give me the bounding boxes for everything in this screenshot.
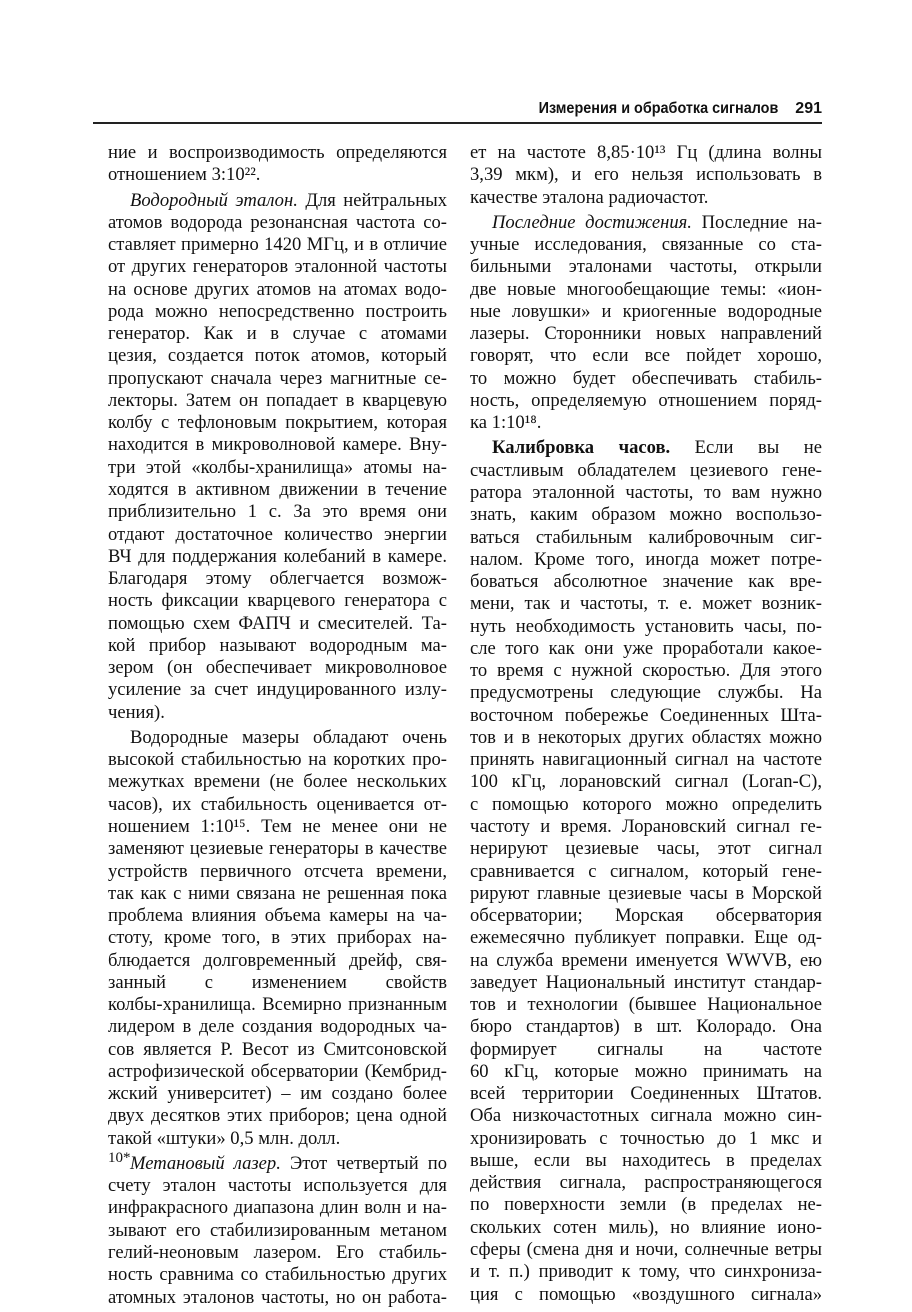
text-line: усиление за счет индуцированного излу- [108, 679, 447, 701]
text-line: колбу с тефлоновым покрытием, которая [108, 412, 447, 434]
text-line: генератор. Как и в случае с атомами [108, 323, 447, 345]
text-line: скольких сотен миль), но влияние ионо- [470, 1216, 822, 1238]
text-line: заведует Национальный институт стандар- [470, 971, 822, 993]
text-line: восточном побережье Соединенных Шта- [470, 704, 822, 726]
text-line: ность сравнима со стабильностью других [108, 1264, 447, 1286]
text-line-rest: Последние на- [691, 211, 822, 233]
text-line: ность фиксации кварцевого генератора с [108, 590, 447, 612]
text-line: по поверхности земли (в пределах не- [470, 1194, 822, 1216]
text-line: предусмотрены следующие службы. На [470, 682, 822, 704]
paragraph [108, 142, 447, 187]
text-line: тов и в некоторых других областях можно [470, 726, 822, 748]
text-line: лидером в деле создания водородных ча- [108, 1016, 447, 1038]
text-line: 3,39 мкм), и его нельзя использовать в [470, 164, 822, 186]
text-line: такой «штуки» 0,5 млн. долл. [108, 1127, 341, 1149]
text-line: принять навигационный сигнал на частоте [470, 749, 822, 771]
text-line: астрофизической обсерватории (Кембрид- [108, 1060, 447, 1082]
text-line-rest: Этот четвертый по [280, 1152, 447, 1174]
text-line: зером (он обеспечивает микроволновое [108, 657, 447, 679]
text-line: ет на частоте 8,85·10¹³ Гц (длина волны [470, 142, 822, 163]
text-line: занный с изменением свойств [108, 971, 447, 993]
text-line: две новые многообещающие темы: «ион- [470, 278, 822, 300]
text-line: 60 кГц, которые можно принимать на [470, 1060, 822, 1082]
text-line: ные ловушки» и криогенные водородные [470, 300, 822, 322]
text-line: выше, если вы находитесь в пределах [470, 1149, 822, 1171]
text-line: то время с нужной скоростью. Для этого [470, 660, 822, 682]
text-line: высокой стабильностью на коротких про- [108, 749, 447, 771]
text-line: атомов водорода резонансная частота со- [108, 211, 447, 233]
text-line: ежемесячно публикует поправки. Еще од- [470, 927, 822, 949]
text-line: боваться абсолютное значение как вре- [470, 571, 822, 593]
text-line: на служба времени именуется WWVB, ею [470, 949, 822, 971]
text-line: мени, так и частоты, т. е. может возник- [470, 593, 822, 615]
text-line: ция с помощью «воздушного сигнала» [470, 1283, 822, 1305]
text-line: ставляет примерно 1420 МГц, и в отличие [108, 234, 447, 256]
paragraph [470, 212, 822, 435]
text-line [108, 1153, 447, 1175]
text-line: хронизировать с точностью до 1 мкс и [470, 1127, 822, 1149]
text-line: колбы-хранилища. Всемирно признанным [108, 994, 447, 1016]
text-line: ходятся в активном движении в течение [108, 478, 447, 500]
text-line [470, 212, 822, 234]
text-line: ваться стабильным калибровочным сиг- [470, 526, 822, 548]
text-line [470, 437, 822, 459]
text-line: ка 1:10¹⁸. [470, 412, 542, 434]
paragraph-lead-heading: Калибровка часов. [492, 437, 671, 459]
text-line: налом. Кроме того, иногда может потре- [470, 548, 822, 570]
text-line-rest: Если вы не [694, 437, 822, 459]
text-line: то можно будет обеспечивать стабиль- [470, 367, 822, 389]
text-line: рода можно непосредственно построить [108, 300, 447, 322]
text-line: двух десятков этих приборов; цена одной [108, 1105, 447, 1127]
text-line-rest: Для нейтральных [297, 189, 447, 211]
text-line: Водородные мазеры обладают очень [130, 726, 447, 748]
text-line: знать, каким образом можно воспользо- [470, 504, 822, 526]
text-line: бюро стандартов) в шт. Колорадо. Она [470, 1016, 822, 1038]
text-line: говорят, что если все пойдет хорошо, [470, 345, 822, 367]
text-line: рируют главные цезиевые часы в Морской [470, 882, 822, 904]
text-line: частоту и время. Лорановский сигнал ге- [470, 815, 822, 837]
text-line: пропускают сначала через магнитные се- [108, 367, 447, 389]
paragraph [108, 1153, 447, 1309]
text-line: отношением 3:10²². [108, 164, 261, 186]
text-line: проблема влияния объема камеры на ча- [108, 905, 447, 927]
text-line: так как с ними связана не решенная пока [108, 882, 447, 904]
text-line: счету эталон частоты используется для [108, 1175, 447, 1197]
text-line: с помощью которого можно определить [470, 793, 822, 815]
text-line: ность, определяемую отношением поряд- [470, 389, 822, 411]
text-line: межутках времени (не более нескольких [108, 771, 447, 793]
text-line: находится в микроволновой камере. Вну- [108, 434, 447, 456]
paragraph-lead-heading: Последние достижения. [492, 211, 692, 233]
text-line: зывают его стабилизированным метаном [108, 1219, 447, 1241]
page-number: 291 [795, 100, 822, 117]
text-line: инфракрасного диапазона длин волн и на- [108, 1197, 447, 1219]
text-line: бильными эталонами частоты, открыли [470, 256, 822, 278]
text-line: лекторы. Затем он попадает в кварцевую [108, 389, 447, 411]
text-line: учные исследования, связанные со ста- [470, 234, 822, 256]
text-line: устройств первичного отсчета времени, [108, 860, 447, 882]
text-line: ношением 1:10¹⁵. Тем не менее они не [108, 815, 447, 837]
text-line: кой прибор называют водородным ма- [108, 634, 447, 656]
text-line: действия сигнала, распространяющегося [470, 1172, 822, 1194]
text-line: сле того как они уже проработали какое- [470, 637, 822, 659]
paragraph-lead-heading: Водородный эталон. [130, 189, 298, 211]
text-line: блюдается долговременный дрейф, свя- [108, 949, 447, 971]
text-line: жский университет) – им создано более [108, 1083, 447, 1105]
running-header [93, 98, 822, 124]
signature-mark: 10* [108, 1150, 131, 1166]
text-line: часов), их стабильность оценивается от- [108, 793, 447, 815]
text-line: тов и технологии (бывшее Национальное [470, 994, 822, 1016]
text-line: заменяют цезиевые генераторы в качестве [108, 838, 447, 860]
text-line: три этой «колбы-хранилища» атомы на- [108, 456, 447, 478]
running-header-title: Измерения и обработка сигналов [538, 100, 778, 117]
text-line: от других генераторов эталонной частоты [108, 256, 447, 278]
text-line: ние и воспроизводимость определяются [108, 142, 447, 163]
text-line: сравнивается с сигналом, который гене- [470, 860, 822, 882]
text-line: всей территории Соединенных Штатов. [470, 1083, 822, 1105]
text-line: чения). [108, 701, 165, 723]
paragraph-lead-heading: Метановый лазер. [130, 1152, 281, 1174]
text-line: Оба низкочастотных сигнала можно син- [470, 1105, 822, 1127]
text-line: 100 кГц, лорановский сигнал (Loran-C), [470, 771, 822, 793]
paragraph [470, 437, 822, 1305]
text-line: атомных эталонов частоты, но он работа- [108, 1286, 447, 1308]
text-line: цезия, создается поток атомов, который [108, 345, 447, 367]
paragraph [108, 727, 447, 1150]
text-line: Благодаря этому облегчается возмож- [108, 568, 447, 590]
text-line: приблизительно 1 с. За это время они [108, 501, 447, 523]
text-line [108, 190, 447, 212]
text-line: сов является Р. Весот из Смитсоновской [108, 1038, 447, 1060]
paragraph [470, 142, 822, 209]
text-line: и т. п.) приводит к тому, что синхрониза- [470, 1261, 822, 1283]
text-line: помощью схем ФАПЧ и смесителей. Та- [108, 612, 447, 634]
text-line: нуть необходимость установить часы, по- [470, 615, 822, 637]
text-line: качестве эталона радиочастот. [470, 186, 709, 208]
text-line: лазеры. Сторонники новых направлений [470, 323, 822, 345]
text-line: счастливым обладателем цезиевого гене- [470, 459, 822, 481]
text-line: на основе других атомов на атомах водо- [108, 278, 447, 300]
text-line: стоту, кроме того, в этих приборах на- [108, 927, 447, 949]
text-column-left [108, 142, 447, 1312]
text-line: отдают достаточное количество энергии [108, 523, 447, 545]
text-line: ВЧ для поддержания колебаний в камере. [108, 545, 447, 567]
text-column-right [470, 142, 822, 1309]
text-line: нерируют цезиевые часы, этот сигнал [470, 838, 822, 860]
text-line: обсерватории; Морская обсерватория [470, 905, 822, 927]
text-line: сферы (смена дня и ночи, солнечные ветры [470, 1239, 822, 1261]
text-line: гелий-неоновым лазером. Его стабиль- [108, 1242, 447, 1264]
text-line: формирует сигналы на частоте [470, 1038, 822, 1060]
paragraph [108, 190, 447, 724]
text-line: ратора эталонной частоты, то вам нужно [470, 481, 822, 503]
